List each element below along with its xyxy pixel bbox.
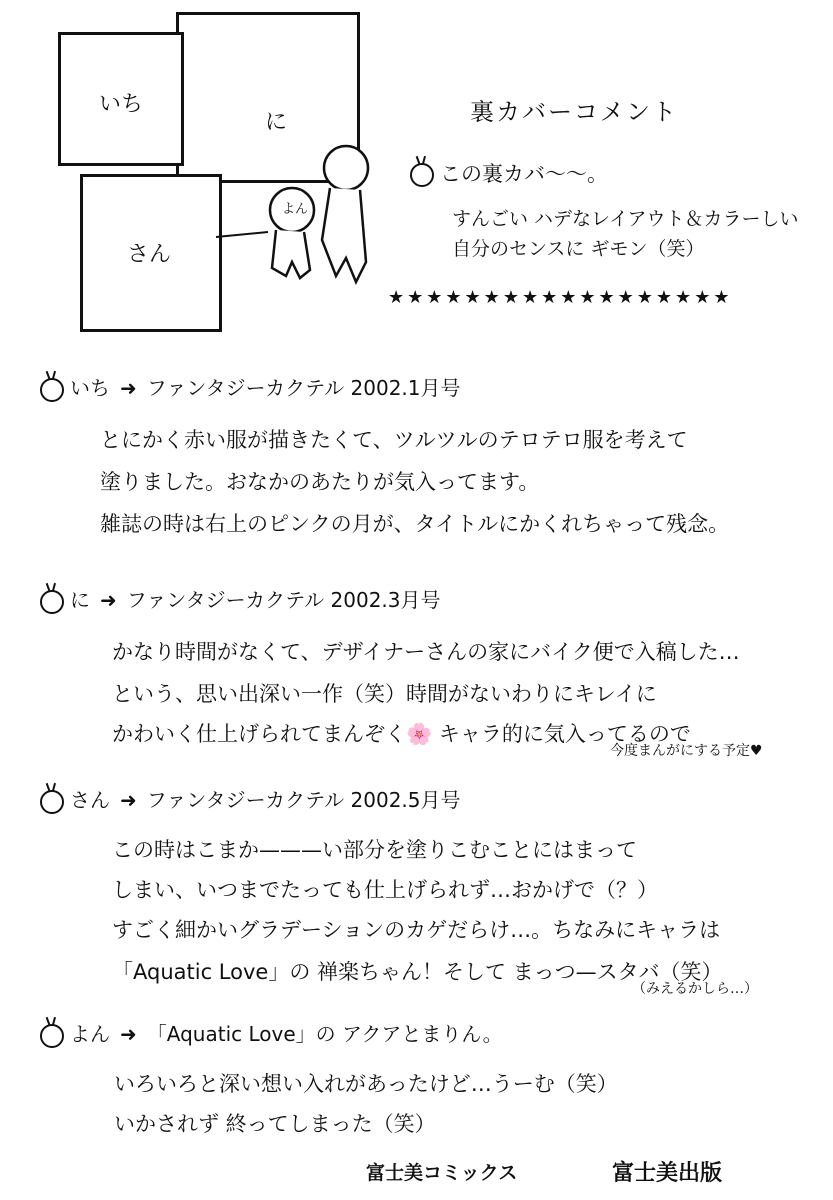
- section-source: ファンタジーカクテル 2002.5月号: [146, 788, 461, 812]
- footer-imprint: 富士美コミックス: [366, 1162, 518, 1184]
- section-note: 今度まんがにする予定♥: [610, 743, 763, 759]
- section-text-line: いかされず 終ってしまった（笑）: [114, 1112, 436, 1136]
- section-source: 「Aquatic Love」の アクアとまりん。: [146, 1022, 503, 1046]
- panel-label-ichi: いち: [99, 92, 144, 117]
- bullet-icon: [40, 1024, 64, 1048]
- bullet-icon: [40, 378, 64, 402]
- section-ni-head: [40, 584, 441, 614]
- section-san-head: [40, 784, 461, 814]
- section-text-line: とにかく赤い服が描きたくて、ツルツルのテロテロ服を考えて: [100, 428, 688, 452]
- comment-line: 自分のセンスに ギモン（笑）: [452, 238, 705, 260]
- section-number: よん: [70, 1022, 110, 1046]
- arrow-icon: ➜: [120, 788, 137, 812]
- section-text-line: 塗りました。おなかのあたりが気入ってます。: [100, 470, 540, 494]
- arrow-icon: ➜: [120, 1022, 137, 1046]
- section-source: ファンタジーカクテル 2002.1月号: [146, 376, 461, 400]
- bullet-icon: [40, 590, 64, 614]
- section-ichi-head: [40, 372, 461, 402]
- panel-label-san: さん: [127, 242, 172, 267]
- section-text-line: という、思い出深い一作（笑）時間がないわりにキレイに: [112, 682, 657, 706]
- flower-icon: [410, 163, 434, 187]
- arrow-icon: ➜: [100, 588, 117, 612]
- section-text-line: 雑誌の時は右上のピンクの月が、タイトルにかくれちゃって残念。: [100, 512, 730, 536]
- section-text-line: この時はこまか———い部分を塗りこむことにはまって: [112, 838, 637, 862]
- section-text-line: いろいろと深い想い入れがあったけど…うーむ（笑）: [114, 1072, 618, 1096]
- comment-lead: [410, 158, 608, 188]
- arrow-icon: ➜: [120, 376, 137, 400]
- section-text-line: かなり時間がなくて、デザイナーさんの家にバイク便で入稿した…: [112, 640, 740, 664]
- section-text-line: しまい、いつまでたっても仕上げられず…おかげで（？）: [112, 878, 658, 902]
- bullet-icon: [40, 790, 64, 814]
- section-number: さん: [70, 788, 110, 812]
- panel-label-ni: に: [265, 110, 288, 135]
- comment-lead-text: この裏カバ〜〜。: [440, 162, 608, 186]
- section-source: ファンタジーカクテル 2002.3月号: [126, 588, 441, 612]
- section-text-line: 「Aquatic Love」の 禅楽ちゃん！そして まっつ—スタバ（笑）: [112, 960, 723, 984]
- comment-line: すんごい ハデなレイアウト＆カラーしい: [452, 208, 799, 230]
- section-number: いち: [70, 376, 110, 400]
- section-text-line: すごく細かいグラデーションのカゲだらけ…。ちなみにキャラは: [112, 918, 721, 942]
- comment-title: 裏カバーコメント: [470, 98, 678, 126]
- section-yon-head: [40, 1018, 503, 1048]
- figure-label-yon: よん: [282, 202, 309, 217]
- section-note: （みえるかしら…）: [632, 981, 758, 997]
- footer-publisher: 富士美出版: [612, 1161, 723, 1186]
- star-divider: ★★★★★★★★★★★★★★★★★★: [388, 287, 733, 308]
- section-text-line: かわいく仕上げられてまんぞく🌸 キャラ的に気入ってるので: [112, 722, 691, 746]
- section-number: に: [70, 588, 90, 612]
